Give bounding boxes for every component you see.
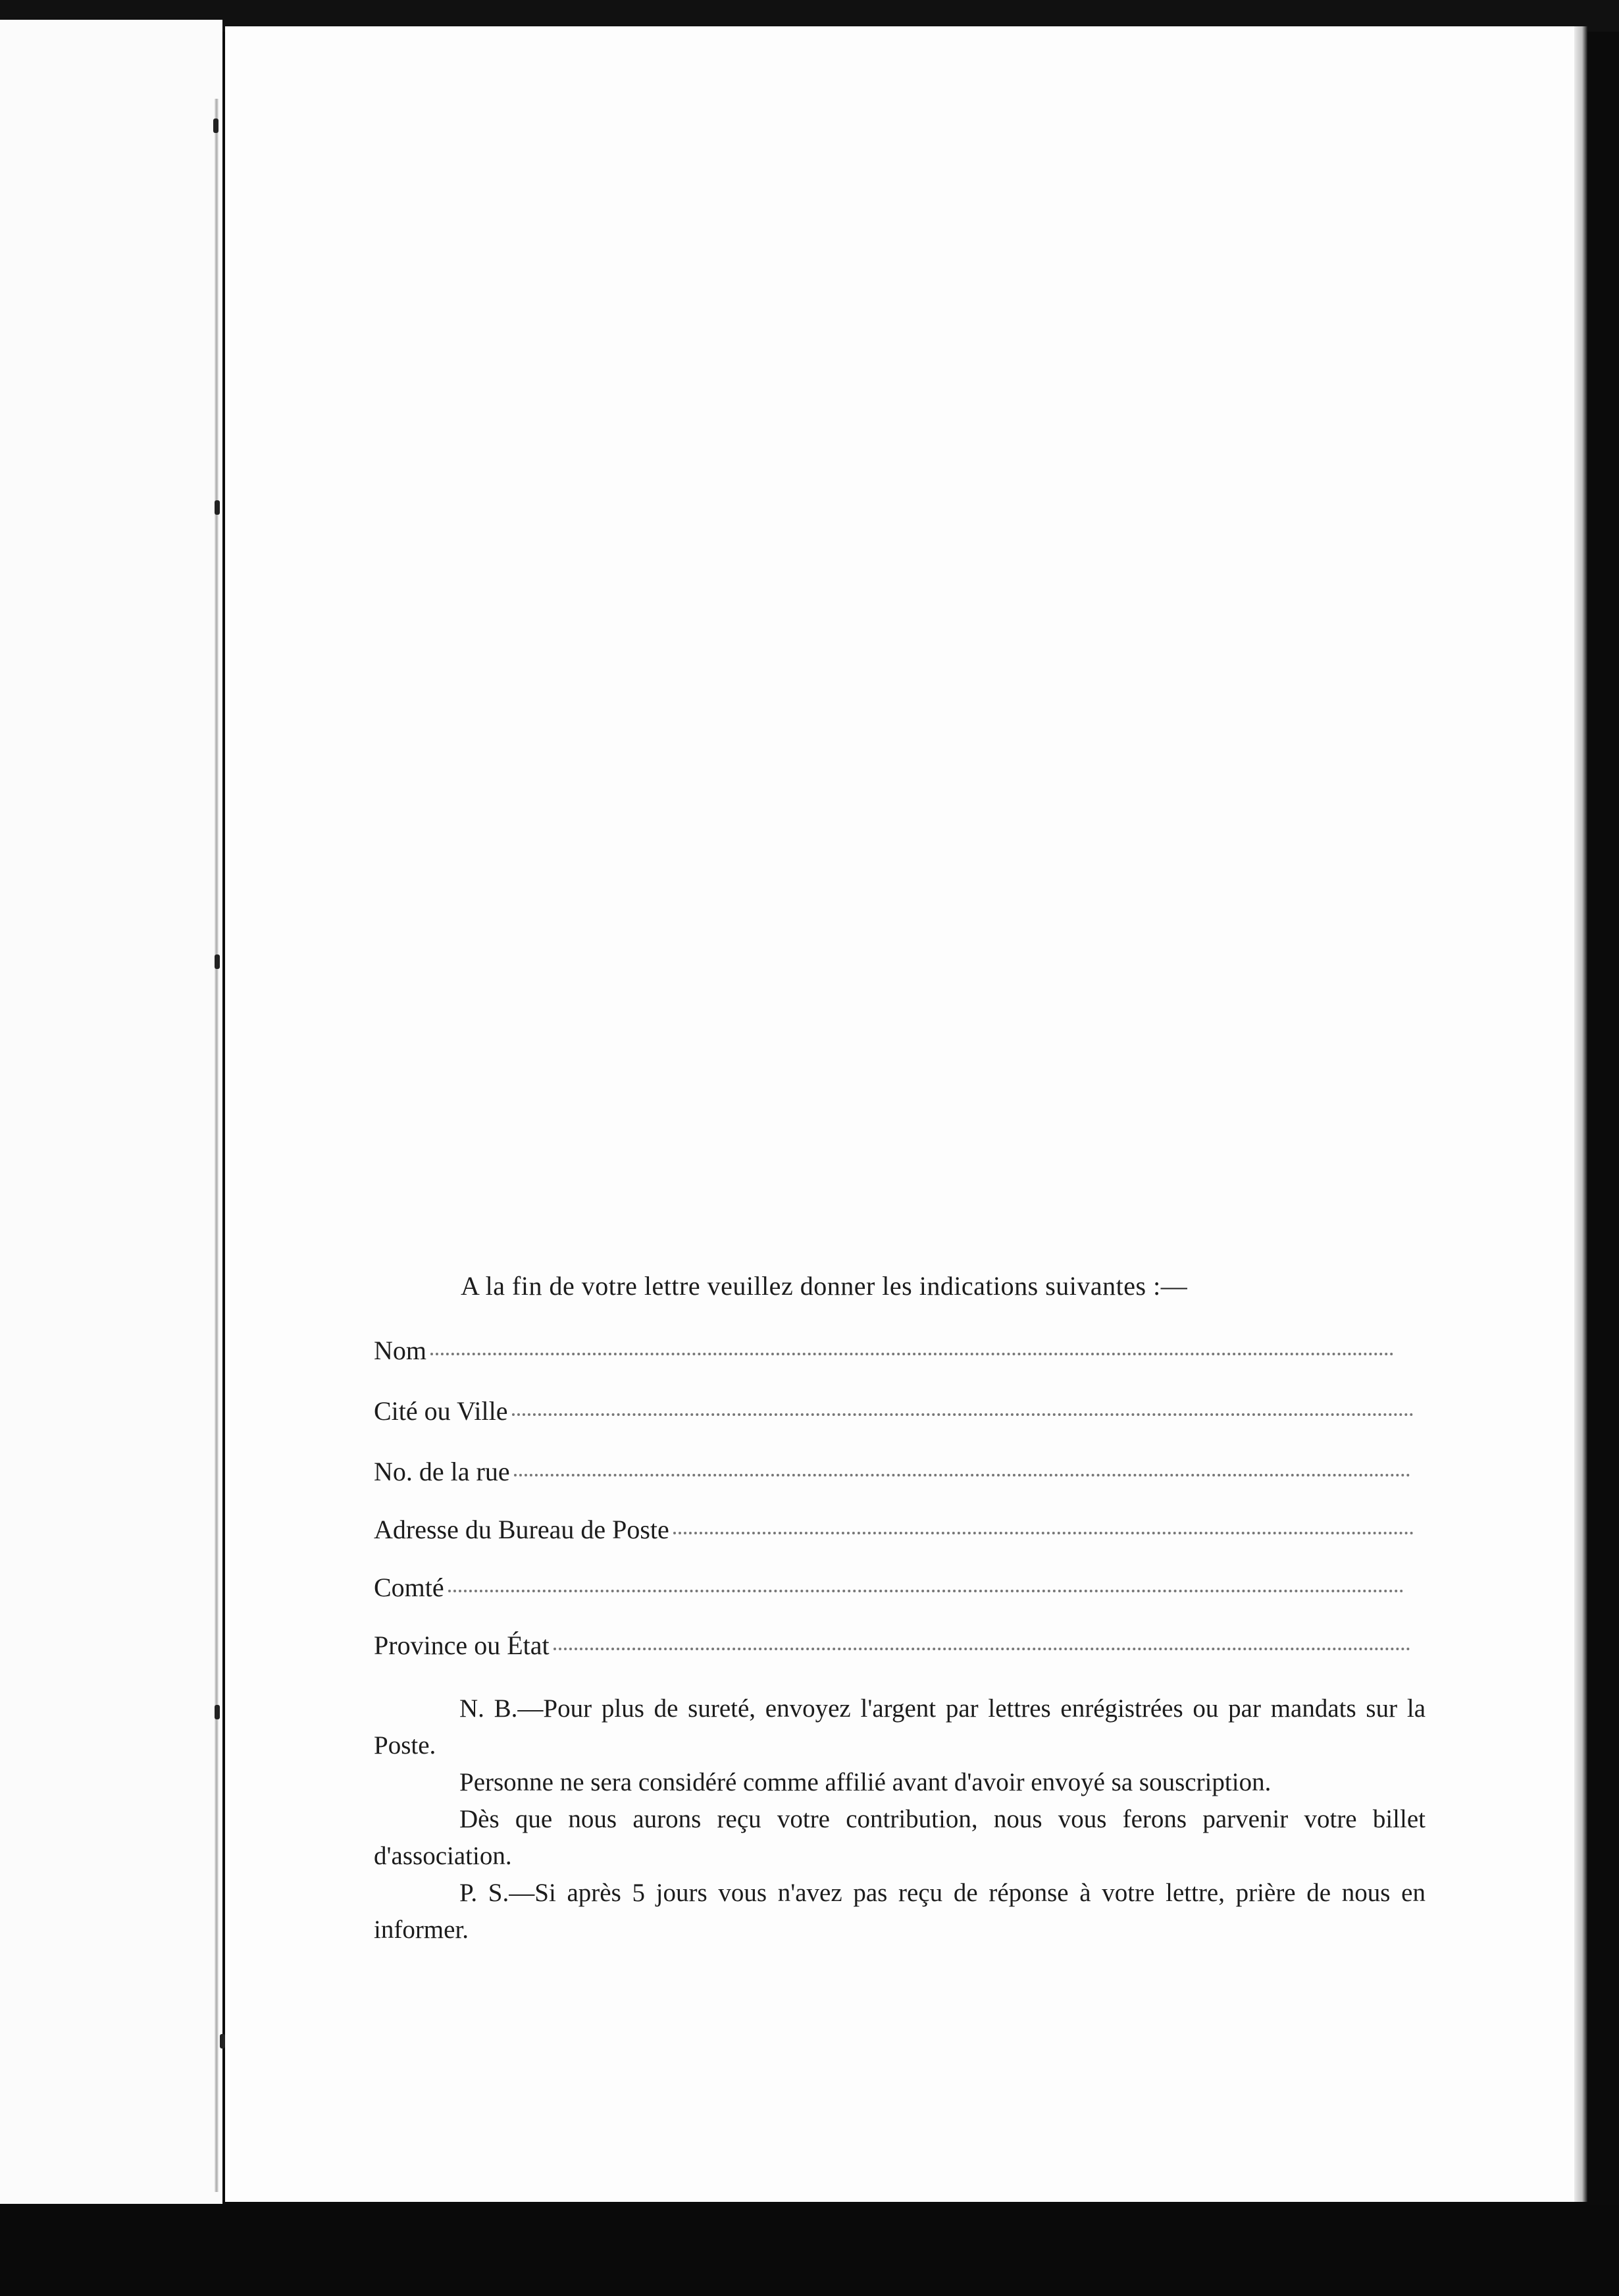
- fill-in-line: [448, 1590, 1404, 1592]
- field-province-ou-etat: [374, 1630, 1410, 1661]
- note-ps: P. S.—Si après 5 jours vous n'avez pas reçu de réponse à votre lettre, prière de nous en informer.: [374, 1879, 1426, 1944]
- field-comte: [374, 1572, 1404, 1603]
- notes-section: [374, 1690, 1426, 1948]
- field-nom: [374, 1335, 1394, 1366]
- field-adresse-bureau-de-poste: [374, 1514, 1414, 1545]
- field-cite-ou-ville: [374, 1396, 1414, 1426]
- field-label: Cité ou Ville: [374, 1396, 508, 1426]
- fill-in-line: [430, 1353, 1394, 1355]
- intro-text: A la fin de votre lettre veuillez donner les indications suivantes :—: [461, 1271, 1188, 1301]
- field-label: Adresse du Bureau de Poste: [374, 1515, 669, 1544]
- fill-in-line: [512, 1413, 1414, 1416]
- note-billet: Dès que nous aurons reçu votre contribution, nous vous ferons parvenir votre billet d'association.: [374, 1805, 1426, 1870]
- note-affiliation: Personne ne sera considéré comme affilié avant d'avoir envoyé sa souscription.: [459, 1768, 1272, 1796]
- field-no-de-la-rue: [374, 1456, 1410, 1487]
- field-label: Nom: [374, 1336, 426, 1365]
- fill-in-line: [553, 1648, 1410, 1650]
- field-label: Comté: [374, 1573, 444, 1602]
- note-nb: N. B.—Pour plus de sureté, envoyez l'argent par lettres enrégistrées ou par mandats sur la Poste.: [374, 1694, 1426, 1760]
- field-label: No. de la rue: [374, 1457, 510, 1486]
- field-label: Province ou État: [374, 1631, 550, 1660]
- fill-in-line: [673, 1532, 1414, 1534]
- fill-in-line: [514, 1474, 1410, 1476]
